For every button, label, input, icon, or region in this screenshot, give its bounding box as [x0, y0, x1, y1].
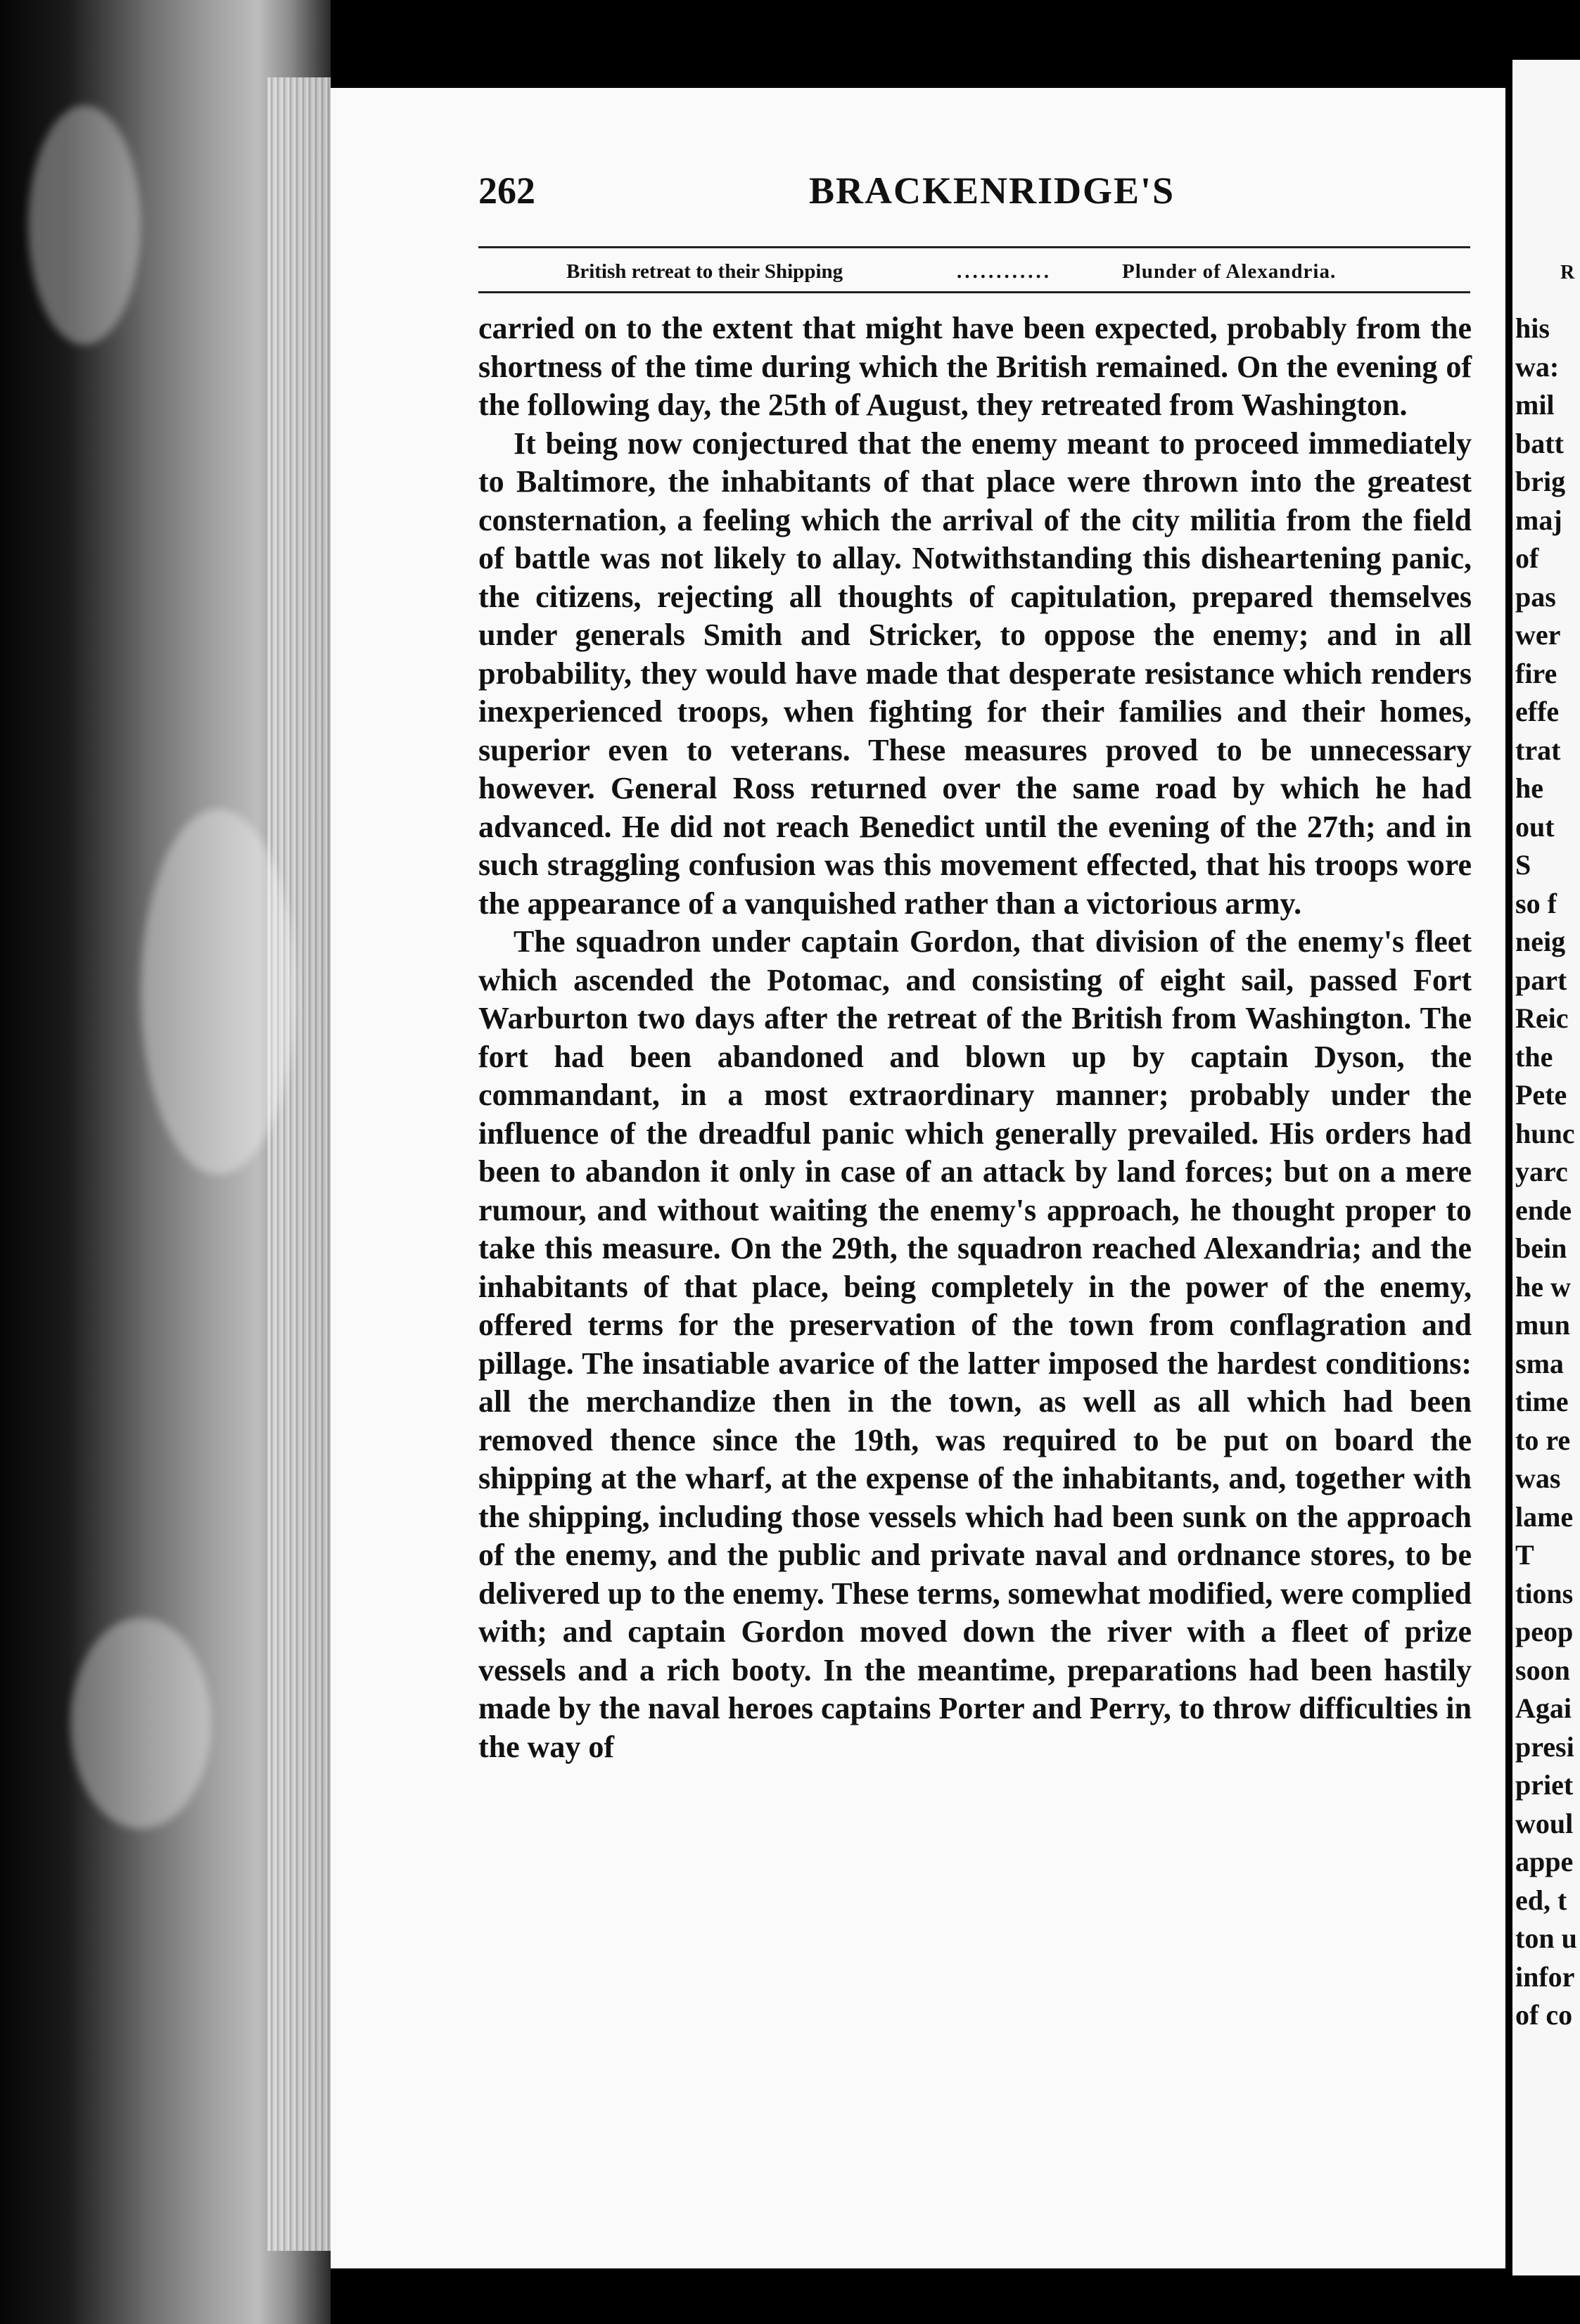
subheading-rule: [478, 291, 1470, 293]
adjacent-page-line: soon: [1515, 1654, 1570, 1686]
adjacent-page-line: of co: [1515, 1999, 1573, 2031]
adjacent-page-line: batt: [1515, 427, 1564, 459]
adjacent-page-line: Pete: [1515, 1079, 1567, 1111]
adjacent-page-line: mun: [1515, 1309, 1570, 1341]
adjacent-page-line: wa:: [1515, 350, 1560, 383]
paragraph: It being now conjectured that the enemy meant to proceed immediately to Baltimore, the inhabitants of that place were thrown into the greatest consternation, a feeling which the arrival of the city militia from the field of battle was not likely to allay. Notwithstanding this disheartening panic, the citizens, rejecting all thoughts of capitulation, prepared themselves under generals Smith and Stricker, to oppose the enemy; and in all probability, they would have made that desperate resistance which renders inexperienced troops, when fighting for their families and their homes, superior even to veterans. These measures proved to be unnecessary however. General Ross returned over the same road by which he had advanced. He did not reach Benedict until the evening of the 27th; and in such straggling confusion was this movement effected, that his troops wore the appearance of a vanquished rather than a victorious army.: [478, 426, 1472, 921]
adjacent-page-line: trat: [1515, 734, 1561, 766]
adjacent-page-line: presi: [1515, 1730, 1574, 1763]
adjacent-page-line: mil: [1515, 389, 1555, 421]
adjacent-page-line: brig: [1515, 466, 1566, 497]
adjacent-page-line: peop: [1515, 1616, 1574, 1647]
body-text: [478, 309, 1472, 1766]
adjacent-page-line: time: [1515, 1386, 1569, 1417]
running-title: BRACKENRIDGE'S: [809, 170, 1176, 212]
page-smudge: [70, 1618, 211, 1829]
adjacent-page-header: R: [1560, 262, 1575, 283]
page-header: [478, 169, 1470, 218]
adjacent-page-line: T: [1515, 1539, 1534, 1571]
adjacent-page-line: hunc: [1515, 1117, 1575, 1149]
adjacent-page-text: [1515, 309, 1580, 2035]
adjacent-page-line: appe: [1515, 1846, 1574, 1877]
subheading: [478, 255, 1470, 288]
paragraph: carried on to the extent that might have been expected, probably from the shortness of the time during which the British remained. On the evening of the following day, the 25th of August, they retreated from Washington.: [478, 311, 1472, 422]
adjacent-page-line: Reic: [1515, 1002, 1569, 1034]
adjacent-page-line: out: [1515, 810, 1555, 843]
adjacent-page-line: priet: [1515, 1769, 1574, 1801]
adjacent-page-line: pas: [1515, 580, 1556, 613]
adjacent-page-line: Agai: [1515, 1692, 1572, 1724]
adjacent-page-line: the: [1515, 1040, 1553, 1073]
adjacent-page-line: wer: [1515, 619, 1561, 651]
adjacent-page-line: to re: [1515, 1424, 1571, 1456]
adjacent-page-line: bein: [1515, 1232, 1567, 1264]
adjacent-page-line: S: [1515, 849, 1531, 881]
adjacent-page-line: ende: [1515, 1194, 1572, 1226]
subheading-dots: ............: [957, 260, 1052, 283]
page-edges: [267, 77, 331, 2251]
adjacent-page-line: sma: [1515, 1347, 1564, 1379]
adjacent-page-line: yarc: [1515, 1156, 1568, 1187]
adjacent-page-line: he w: [1515, 1270, 1571, 1303]
adjacent-page-line: of: [1515, 542, 1539, 574]
paragraph: The squadron under captain Gordon, that division of the enemy's fleet which ascended the Potomac, and consisting of eight sail, passed Fort Warburton two days after the retreat of the British from Washington. The fort had been abandoned and blown up by captain Dyson, the commandant, in a most extraordinary manner; probably under the influence of the dreadful panic which generally prevailed. His orders had been to abandon it only in case of an attack by land forces; but on a mere rumour, and without waiting the enemy's approach, he thought proper to take this measure. On the 29th, the squadron reached Alexandria; and the inhabitants of that place, being completely in the power of the enemy, offered terms for the preservation of the town from conflagration and pillage. The insatiable avarice of the latter imposed the hardest conditions: all the merchandize then in the town, as well as all which had been removed thence since the 19th, was required to be put on board the shipping at the wharf, at the expense of the inhabitants, and, together with the shipping, including those vessels which had been sunk on the approach of the enemy, and the public and private naval and ordnance stores, to be delivered up to the enemy. These terms, somewhat modified, were complied with; and captain Gordon moved down the river with a fleet of prize vessels and a rich booty. In the meantime, preparations had been hastily made by the naval heroes captains Porter and Perry, to throw difficulties in the way of: [478, 924, 1472, 1764]
adjacent-page-line: neig: [1515, 926, 1566, 957]
adjacent-page-line: ton u: [1515, 1922, 1577, 1954]
adjacent-page-line: part: [1515, 964, 1567, 996]
subheading-right: Plunder of Alexandria.: [1122, 260, 1337, 283]
adjacent-page-line: his: [1515, 312, 1550, 344]
page-smudge: [141, 809, 295, 1175]
adjacent-page-line: infor: [1515, 1960, 1575, 1993]
header-rule: [478, 246, 1470, 248]
page-smudge: [28, 106, 141, 345]
adjacent-page-line: ed, t: [1515, 1884, 1567, 1916]
adjacent-page-line: tions: [1515, 1577, 1574, 1609]
adjacent-page-line: so f: [1515, 887, 1557, 919]
adjacent-page-line: was: [1515, 1462, 1561, 1494]
adjacent-page-line: fire: [1515, 657, 1557, 689]
adjacent-page-line: woul: [1515, 1807, 1574, 1839]
adjacent-page-line: lame: [1515, 1500, 1574, 1533]
adjacent-page-line: maj: [1515, 504, 1562, 536]
subheading-left: British retreat to their Shipping: [566, 260, 843, 283]
adjacent-page-line: effe: [1515, 696, 1560, 727]
adjacent-page-line: he: [1515, 772, 1543, 804]
page-number: 262: [478, 170, 535, 212]
